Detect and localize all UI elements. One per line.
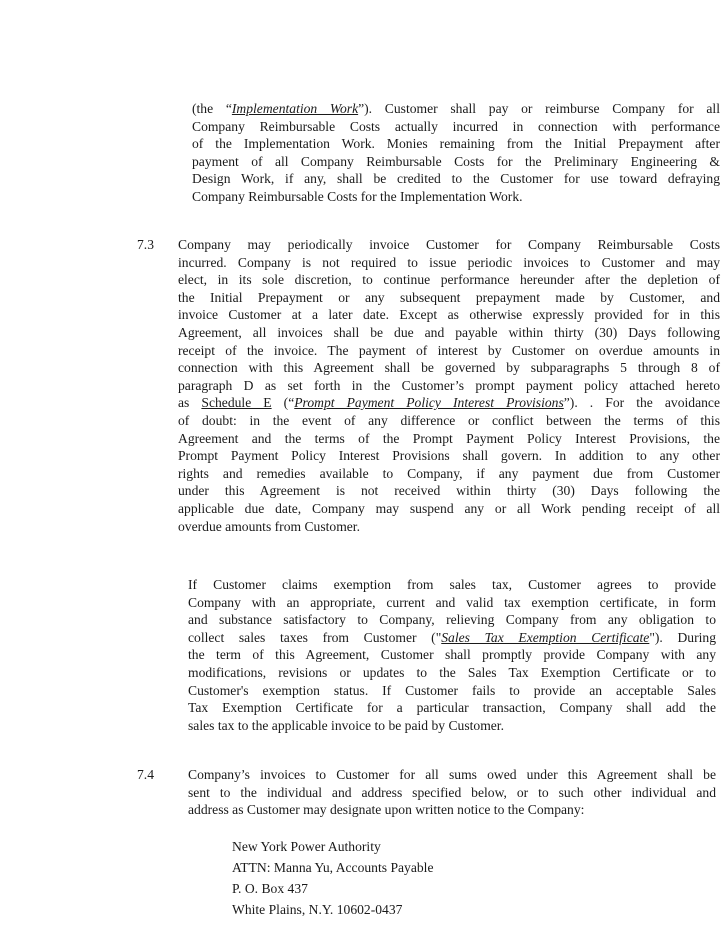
section-7-3-paragraph: [178, 236, 720, 535]
section-7-4-paragraph: [188, 766, 716, 819]
continuation-first-line: (the “Implementation Work”). Customer shall pay or reimburse Company for all: [192, 101, 720, 116]
section-7-4-number: 7.4: [137, 767, 154, 782]
text-line: overdue amounts from Customer.: [178, 518, 360, 534]
text-line: paragraph D as set forth in the Customer’s prompt payment policy attached hereto: [178, 377, 720, 393]
section-7-3-number: 7.3: [137, 237, 154, 252]
text-line: Agreement, all invoices shall be due and payable within thirty (30) Days following: [178, 324, 720, 340]
sales-tax-certificate-term: Sales Tax Exemption Certificate: [441, 629, 650, 645]
text-line: sales tax to the applicable invoice to be paid by Customer.: [188, 717, 504, 733]
text-line: elect, in its sole discretion, to continue performance hereunder after the depletion of: [178, 272, 720, 288]
text-line: rights and remedies available to Company, if any payment due from Customer: [178, 465, 720, 481]
schedule-e-line: as Schedule E (“Prompt Payment Policy Interest Provisions”). . For the avoidance: [178, 395, 720, 411]
continuation-paragraph: [192, 100, 720, 206]
address-block: [232, 836, 433, 920]
text-line: under this Agreement is not received within thirty (30) Days following the: [178, 483, 720, 499]
certificate-line: collect sales taxes from Customer ("Sales Tax Exemption Certificate"). During: [188, 629, 716, 645]
text-line: connection with this Agreement shall be governed by subparagraphs 5 through 8 of: [178, 360, 720, 376]
text-line: Company Reimbursable Costs for the Implementation Work.: [192, 188, 523, 204]
address-line-po-box: P. O. Box 437: [232, 881, 308, 896]
text-line: modifications, revisions or updates to the Sales Tax Exemption Certificate or to: [188, 664, 716, 680]
text-line: Prompt Payment Policy Interest Provisions shall govern. In addition to any other: [178, 448, 720, 464]
text-line: of doubt: in the event of any difference or conflict between the terms of this: [178, 412, 720, 428]
address-line-attention: ATTN: Manna Yu, Accounts Payable: [232, 860, 434, 875]
text-line: address as Customer may designate upon written notice to the Company:: [188, 802, 585, 818]
address-line-organization: New York Power Authority: [232, 839, 381, 854]
text-line: Customer's exemption status. If Customer fails to provide an acceptable Sales: [188, 682, 716, 698]
text-line: Company’s invoices to Customer for all sums owed under this Agreement shall be: [188, 767, 716, 782]
text-line: payment of all Company Reimbursable Costs for the Preliminary Engineering &: [192, 153, 720, 169]
text-line: of the Implementation Work. Monies remaining from the Initial Prepayment after: [192, 136, 720, 152]
schedule-e-label: Schedule E: [201, 395, 272, 411]
text-line: Tax Exemption Certificate for a particular transaction, Company shall add the: [188, 700, 716, 716]
address-line-city: White Plains, N.Y. 10602-0437: [232, 902, 403, 917]
text-line: applicable due date, Company may suspend any or all Work pending receipt of all: [178, 500, 720, 516]
text-line: Agreement and the terms of the Prompt Payment Policy Interest Provisions, the: [178, 430, 720, 446]
text-line: invoice Customer at a later date. Except as otherwise expressly provided for in this: [178, 307, 720, 323]
text-line: Company may periodically invoice Customer for Company Reimbursable Costs: [178, 237, 720, 252]
implementation-work-term: Implementation Work: [231, 101, 359, 116]
text-line: sent to the individual and address specified below, or to such other individual and: [188, 784, 716, 800]
text-line: Company Reimbursable Costs actually incurred in connection with performance: [192, 118, 720, 134]
prompt-payment-term: Prompt Payment Policy Interest Provisions: [294, 395, 564, 411]
text-line: If Customer claims exemption from sales tax, Customer agrees to provide: [188, 577, 716, 592]
text-line: incurred. Company is not required to issue periodic invoices to Customer and may: [178, 254, 720, 270]
text-line: the term of this Agreement, Customer shall promptly provide Company with any: [188, 647, 716, 663]
text-line: Company with an appropriate, current and valid tax exemption certificate, in form: [188, 594, 716, 610]
text-line: Design Work, if any, shall be credited to the Customer for use toward defraying: [192, 171, 720, 187]
sales-tax-paragraph: [188, 576, 716, 734]
text-line: the Initial Prepayment or any subsequent prepayment made by Customer, and: [178, 289, 720, 305]
text-line: receipt of the invoice. The payment of interest by Customer on overdue amounts in: [178, 342, 720, 358]
text-line: and substance satisfactory to Company, relieving Company from any obligation to: [188, 612, 716, 628]
